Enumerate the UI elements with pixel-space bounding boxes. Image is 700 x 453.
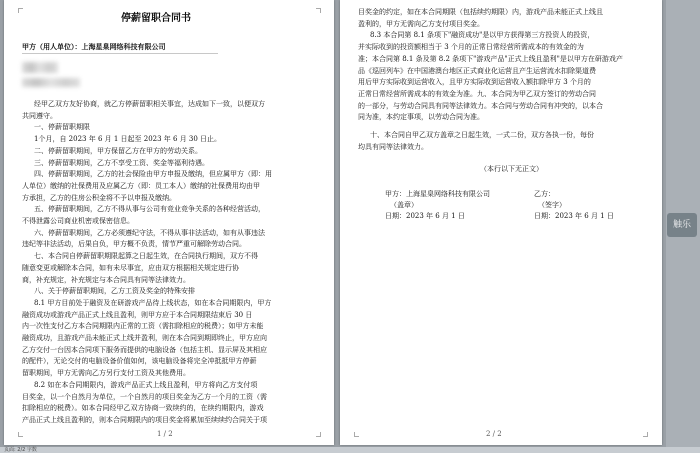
body-line: 产品正式上线且盈利的，则本合同期限内的项目奖金将累加至续续约合同关于项 xyxy=(22,415,267,424)
body-line: 8.3 本合同第 8.1 条项下"融资成功"是以甲方获得第三方投资人的投资， xyxy=(370,31,595,40)
body-line: 四、停薪留职期间，乙方的社会保险由甲方申报及缴纳，但应属甲方（即：用 xyxy=(34,170,272,179)
document-page-1 xyxy=(4,0,334,445)
body-line: 留职期间，甲方无需向乙方另行支付工资及其他费用。 xyxy=(22,369,190,378)
body-line: 五、停薪留职期间，乙方不得从事与公司有竞业竞争关系的各种经营活动， xyxy=(34,205,265,214)
margin-corner-mark xyxy=(18,432,23,437)
body-line: 内一次性支付乙方本合同期限内正常的工资（需扣除相应的税费）；如甲方未能 xyxy=(22,322,264,331)
page-number: 1 / 2 xyxy=(157,430,173,438)
body-line: 盈利的，甲方无需向乙方支付项目奖金。 xyxy=(358,19,484,28)
status-bar xyxy=(0,447,700,453)
body-line: 目奖金的约定，如在本合同期限（包括续约期限）内，游戏产品未能正式上线且 xyxy=(358,8,603,16)
body-line: 共同遵守。 xyxy=(22,111,57,120)
body-line: 8.1 甲方目前处于融资及在研游戏产品待上线状态，如在本合同期限内，甲方 xyxy=(34,298,272,307)
body-line: 商，补充规定，补充规定与本合同具有同等法律效力。 xyxy=(22,275,190,284)
body-line: 准；本合同第 8.1 条及第 8.2 条项下"游戏产品"正式上线且盈利"是以甲方在研游戏产 xyxy=(358,54,623,63)
body-line: 同为准，本约定事项，以劳动合同为准。 xyxy=(358,113,484,122)
redacted-block xyxy=(22,62,58,73)
margin-corner-mark xyxy=(316,432,321,437)
underline xyxy=(22,53,218,54)
body-line: 违纪等非法活动，后果自负，甲方概不负责，情节严重可解除劳动合同。 xyxy=(22,240,246,249)
body-line: 八、关于停薪留职期间，乙方工资及奖金的特殊安排 xyxy=(34,287,195,296)
body-line: 人单位）缴纳的社保费用及应属乙方（即：员工本人）缴纳的社保费用均由甲 xyxy=(22,181,260,190)
logo-text: 触乐 xyxy=(672,220,691,230)
party-b-seal: （签字） xyxy=(538,201,566,209)
body-line: 随意变更或解除本合同，如有未尽事宜，应由双方根据相关规定进行协 xyxy=(22,263,239,272)
document-title: 停薪留职合同书 xyxy=(121,13,191,24)
body-line: 并实际收到的投资额相当于 3 个月的正常日常经营所需成本的有效金的为 xyxy=(358,43,584,52)
document-page-2 xyxy=(340,0,662,445)
body-line: 的一部分，与劳动合同具有同等法律效力。本合同与劳动合同有冲突的，以本合 xyxy=(358,101,603,110)
body-line: 二、停薪留职期间，甲方保留乙方在甲方的劳动关系。 xyxy=(34,146,202,155)
body-line: 用后甲方实际收到运营收入，且甲方实际收到运营收入额扣除甲方 3 个月的 xyxy=(358,78,591,87)
body-line: 目奖金，以一个自然月为单位，一个自然月的项目奖金为乙方一个月的工资（需 xyxy=(22,392,267,401)
no-text-below-note: （本行以下无正文） xyxy=(480,165,543,173)
party-b-date: 日期：2023 年 6 月 1 日 xyxy=(534,212,614,220)
body-line: 融资成功，且游戏产品未能正式上线并盈利，则在本合同到期即终止，甲方应向 xyxy=(22,334,267,342)
status-text: 页面: 2/2 字数 xyxy=(4,447,37,453)
margin-corner-mark xyxy=(18,8,23,13)
party-a-signature: 甲方：上海星臬网络科技有限公司 xyxy=(385,190,490,198)
body-line: 1个月，自 2023 年 6 月 1 日起至 2023 年 6 月 30 日止。 xyxy=(34,135,222,144)
body-line: 三、停薪留职期间，乙方不享受工资、奖金等福利待遇。 xyxy=(34,158,209,167)
body-line: 不得泄露公司商业机密或保密信息。 xyxy=(22,217,134,225)
watermark-logo xyxy=(667,213,697,237)
body-line: 8.2 如在本合同期限内，游戏产品正式上线且盈利，甲方将向乙方支付项 xyxy=(34,380,258,389)
body-line: 方承担，乙方的住房公积金将不予以申报及缴纳。 xyxy=(22,193,176,202)
body-line: 六、停薪留职期间，乙方必须遵纪守法，不得从事非法活动，如有从事违法 xyxy=(34,228,265,237)
party-a-date: 日期：2023 年 6 月 1 日 xyxy=(385,212,465,220)
body-line: 均具有同等法律效力。 xyxy=(358,142,428,151)
margin-corner-mark xyxy=(643,432,648,437)
body-line: 一、停薪留职期限 xyxy=(34,123,90,132)
body-line: 经甲乙双方友好协商，就乙方停薪留职相关事宜，达成如下一致，以便双方 xyxy=(34,100,265,108)
body-line: 品《巡回列车》在中国港澳台地区正式商业化运营且产生运营流水扣除渠道费 xyxy=(358,66,596,75)
party-b-signature: 乙方： xyxy=(534,190,555,198)
body-line: 的配件），无论交付的电脑设备价值如何，该电脑设备将完全冲抵抵甲方停薪 xyxy=(22,357,257,366)
margin-corner-mark xyxy=(316,8,321,13)
party-a-heading: 甲方（用人单位）：上海星臬网络科技有限公司 xyxy=(22,42,166,51)
page-number: 2 / 2 xyxy=(486,430,502,438)
body-line: 融资成功或游戏产品正式上线且盈利，则甲方应于本合同期限结束后 30 日 xyxy=(22,310,253,319)
redacted-block xyxy=(22,78,80,87)
body-line: 扣除相应的税费）。如本合同经甲乙双方协商一致续约的，在续约期限内，游戏 xyxy=(22,404,264,413)
party-a-seal: （盖章） xyxy=(390,201,418,209)
body-line: 七、本合同自停薪留职期限起算之日起生效，在合同执行期间，双方不得 xyxy=(34,252,258,261)
body-line: 十、本合同自甲乙双方盖章之日起生效，一式二份，双方各执一份，每份 xyxy=(370,131,594,139)
body-line: 正常日常经营所需成本的有效金为准。九、本合同为甲乙双方签订的劳动合同 xyxy=(358,89,596,98)
body-line: 乙方交付一台因本合同项下服务而提供的电脑设备（包括主机、显示屏及其相应 xyxy=(22,345,267,354)
margin-corner-mark xyxy=(354,432,359,437)
